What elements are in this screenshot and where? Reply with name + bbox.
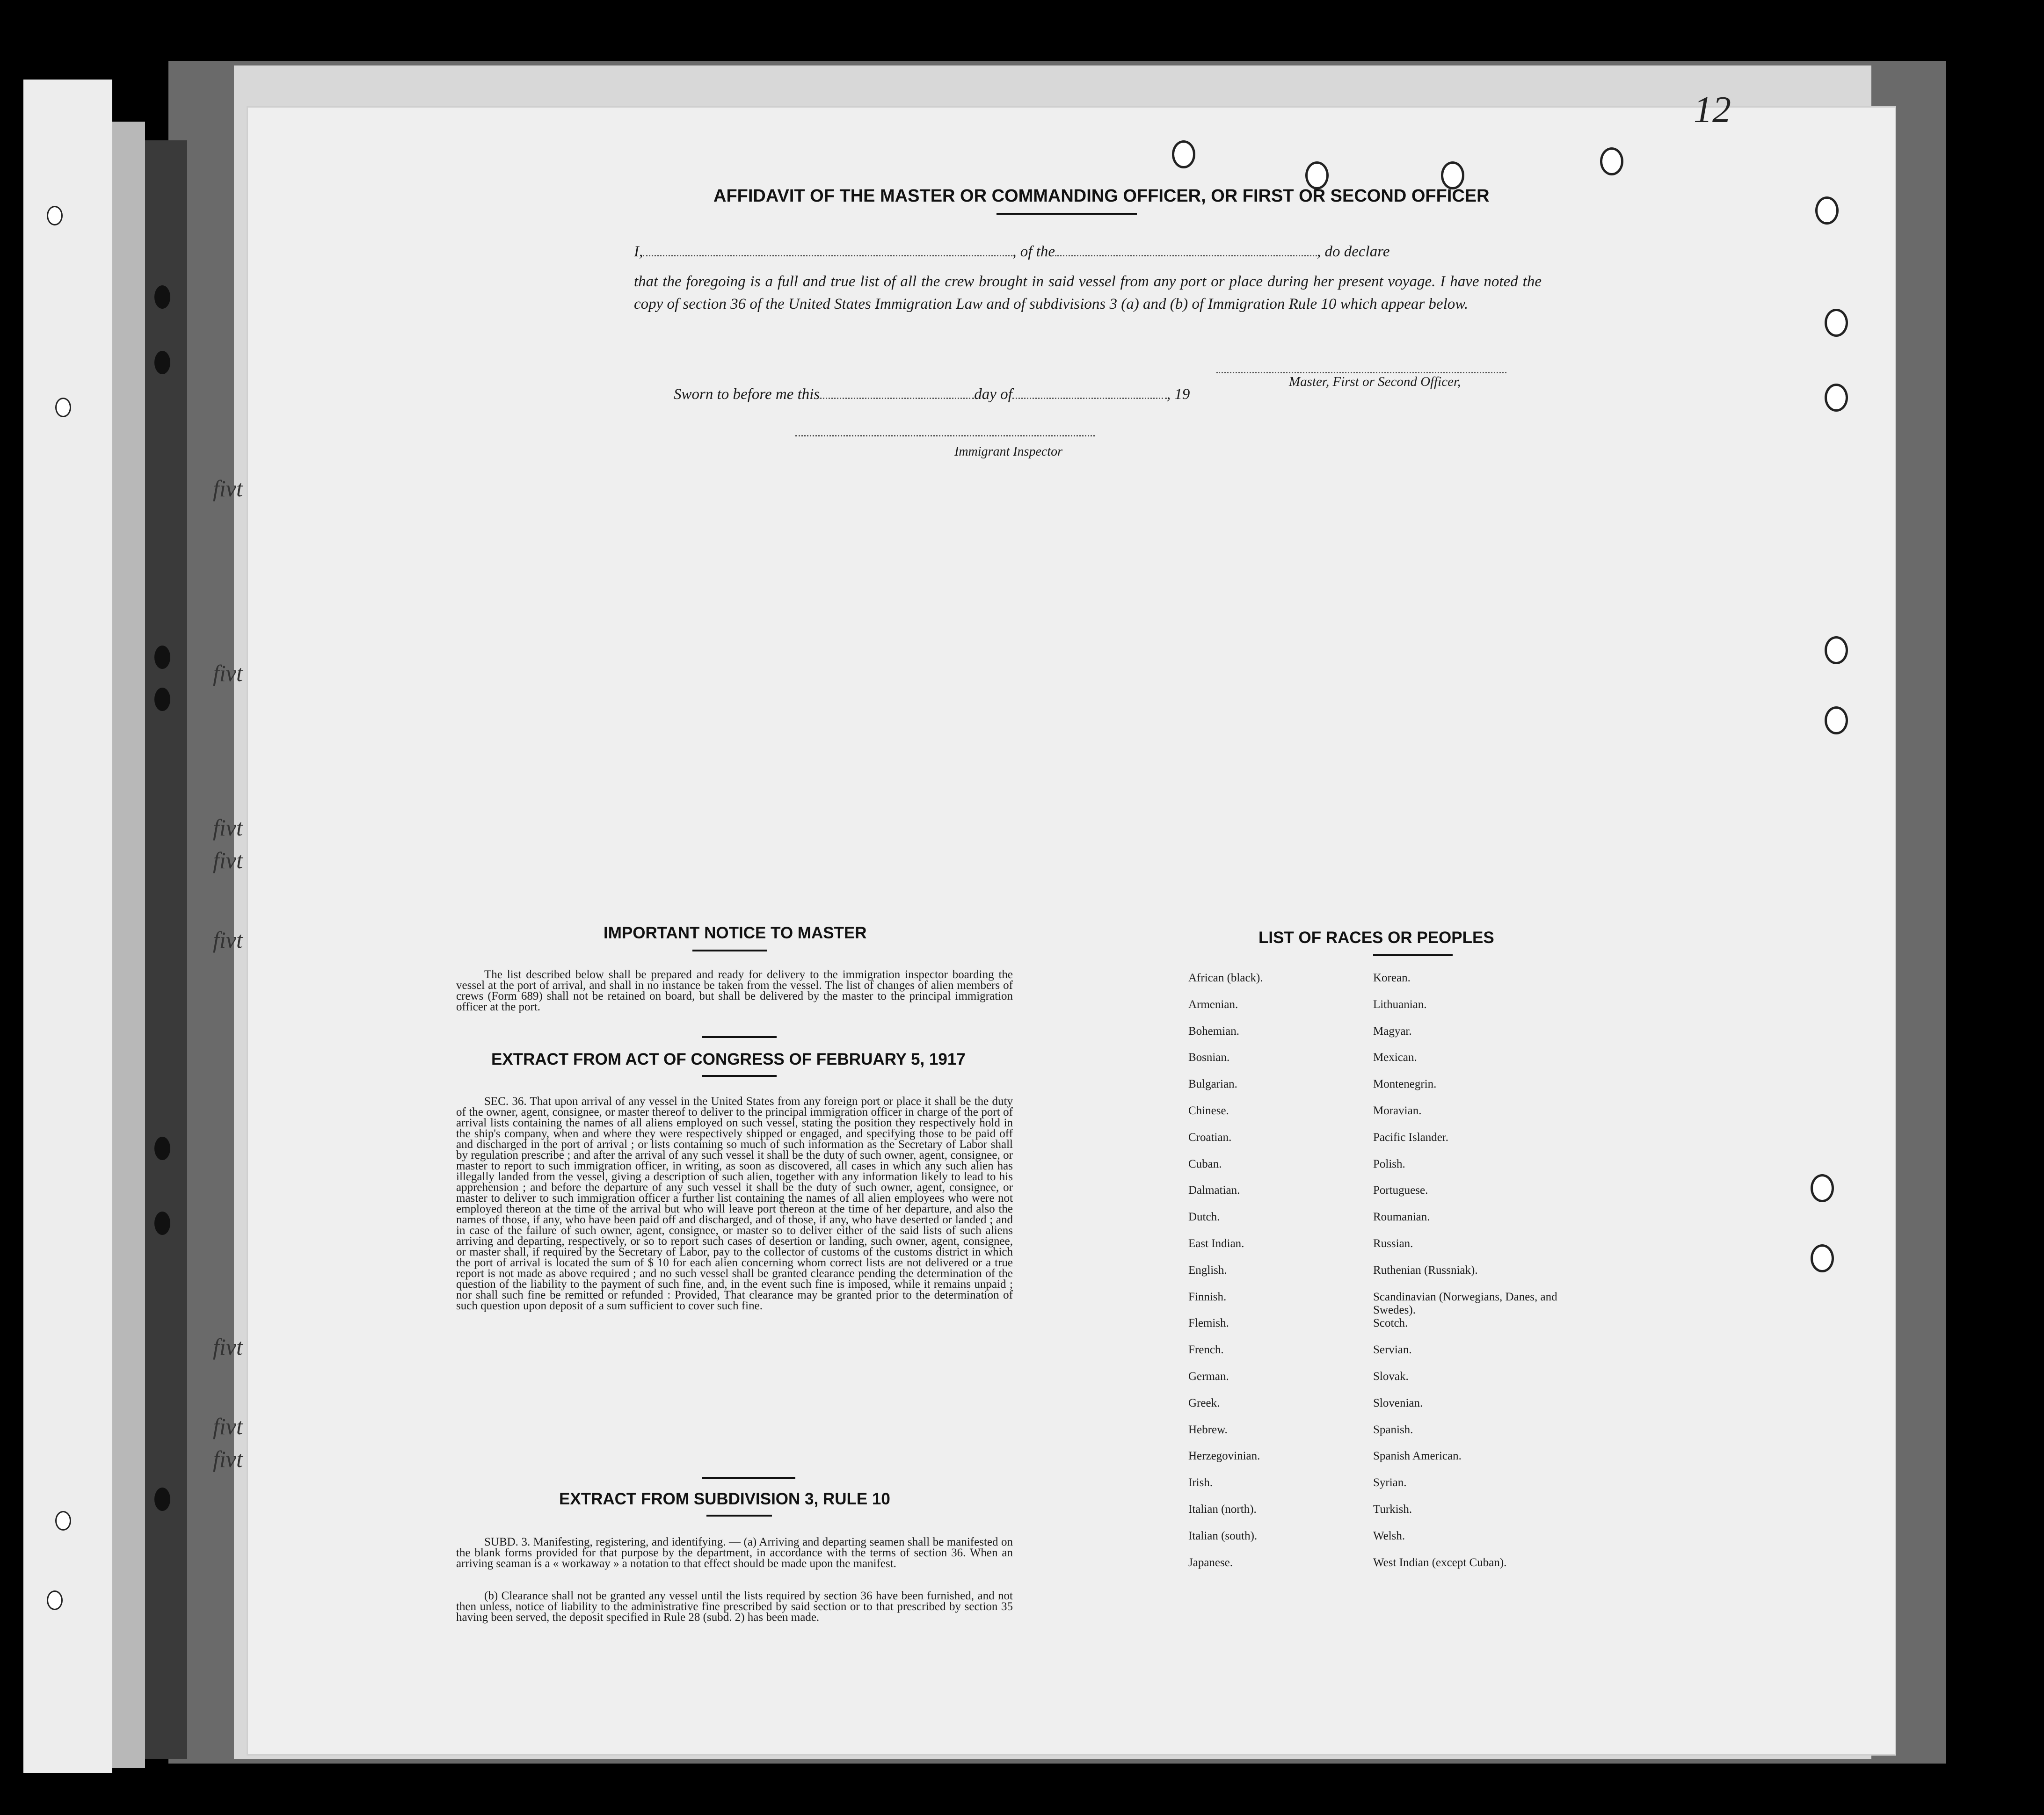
race-item: Herzegovinian. <box>1188 1450 1260 1463</box>
race-item: Japanese. <box>1188 1556 1233 1569</box>
race-item: Slovenian. <box>1373 1396 1423 1409</box>
binding-hole <box>154 1212 170 1235</box>
section-rule <box>702 1477 795 1479</box>
race-item: Mexican. <box>1373 1051 1417 1064</box>
punch-hole <box>47 206 63 225</box>
binding-hole <box>154 646 170 669</box>
race-item: Servian. <box>1373 1343 1412 1357</box>
inspector-label: Immigrant Inspector <box>954 444 1062 459</box>
binding-edge <box>145 140 187 1759</box>
vessel-field[interactable] <box>1055 255 1317 256</box>
race-item: Flemish. <box>1188 1317 1229 1330</box>
subdivision-b-text: (b) Clearance shall not be granted any vessel until the lists required by section 36 have been furnished, and not then unless, notice of liability to the administrative fine prescribed by said section or to that prescribed by section 35 having been served, the deposit specified in Rule 28 (subd. 2) has been made. <box>456 1590 1013 1624</box>
section-36-text: SEC. 36. That upon arrival of any vessel in the United States from any foreign port or place it shall be the duty of the owner, agent, consignee, or master thereof to deliver to the principal immigration officer in charge of the port of arrival lists containing the names of all aliens employed on such vessel, stating the position they respectively hold in the ship's company, when and where they were respectively shipped or engaged, and specifying those to be paid off and discharged in the port of arrival ; or lists containing so much of such information as the Secretary of Labor shall by regulation prescribe ; and after the arrival of any such vessel it shall be the duty of such owner, agent, consignee, or master to report to such immigration officer, in writing, as soon as discovered, all cases in which any such alien has illegally landed from the vessel, giving a description of such alien, together with any information likely to lead to his apprehension ; and before the departure of any such vessel it shall be the duty of such owner, agent, consignee, or master to deliver to such immigration officer a further list containing the names of all alien employees who were not employed thereon at the time of the arrival but who will leave port thereon at the time of her departure, and also the names of those, if any, who have been paid off and discharged, and of those, if any, who have deserted or landed ; and in case of the failure of such owner, agent, consignee, or master so to deliver either of the said lists of such aliens arriving and departing, respectively, or so to report such cases of desertion or landing, such owner, agent, consignee, or master shall, if required by the Secretary of Labor, pay to the collector of customs of the customs district in which the port of arrival is located the sum of $ 10 for each alien concerning whom correct lists are not delivered or a true report is not made as above required ; and no such vessel shall be granted clearance pending the determination of the question of the liability to the payment of such fine, and, in the event such fine is imposed, while it remains unpaid ; nor shall such fine be remitted or refunded : Provided, That clearance may be granted prior to the determination of such question upon deposit of a sum sufficient to cover such fine. <box>456 1095 1013 1312</box>
race-item: Spanish. <box>1373 1423 1413 1436</box>
race-item: Bulgarian. <box>1188 1078 1237 1091</box>
race-item: Chinese. <box>1188 1104 1229 1117</box>
punch-ring <box>1600 147 1623 175</box>
race-item: Russian. <box>1373 1237 1413 1250</box>
notice-title: IMPORTANT NOTICE TO MASTER <box>604 924 867 942</box>
race-item: Scandinavian (Norwegians, Danes, and Swedes). <box>1373 1290 1557 1316</box>
race-item: English. <box>1188 1263 1227 1277</box>
master-label: Master, First or Second Officer, <box>1289 374 1461 389</box>
race-item: Hebrew. <box>1188 1423 1228 1436</box>
race-item: Portuguese. <box>1373 1184 1428 1197</box>
page-number: 12 <box>1694 89 1731 131</box>
race-item: Polish. <box>1373 1157 1405 1170</box>
punch-ring <box>1825 309 1848 337</box>
binding-hole <box>154 688 170 711</box>
margin-mark: fivt <box>213 927 243 953</box>
race-item: Finnish. <box>1188 1290 1227 1303</box>
punch-ring <box>1825 636 1848 664</box>
race-item: Bohemian. <box>1188 1024 1240 1038</box>
races-column-2 <box>1373 972 1570 1583</box>
affidavit-sheet <box>248 108 1895 1754</box>
races-column-1 <box>1188 972 1329 1583</box>
binding-hole <box>154 1488 170 1511</box>
declaration-of-the: , of the <box>1012 243 1055 260</box>
race-item: Bosnian. <box>1188 1051 1230 1064</box>
affidavit-title: AFFIDAVIT OF THE MASTER OR COMMANDING OFFICER, OR FIRST OR SECOND OFFICER <box>713 186 1490 206</box>
extract-rule-title-rule <box>706 1515 772 1517</box>
master-signature-field[interactable] <box>1216 372 1506 373</box>
races-title-rule <box>1373 954 1453 956</box>
punch-ring <box>1172 140 1195 168</box>
margin-mark: fivt <box>213 475 243 501</box>
race-item: Dutch. <box>1188 1211 1220 1224</box>
year-text: , 19 <box>1166 386 1190 403</box>
section-rule <box>702 1036 777 1038</box>
extract-act-title: EXTRACT FROM ACT OF CONGRESS OF FEBRUARY 5, 1917 <box>491 1050 966 1068</box>
race-item: Slovak. <box>1373 1370 1409 1383</box>
race-item: Pacific Islander. <box>1373 1131 1449 1144</box>
race-item: Croatian. <box>1188 1131 1232 1144</box>
day-of-text: day of <box>974 386 1012 403</box>
notice-body: The list described below shall be prepared and ready for delivery to the immigration inspector boarding the vessel at the port of arrival, and shall in no instance be taken from the vessel. The list of changes of alien members of crews (Form 689) shall not be retained on board, but shall be delivered by the master to the principal immigration officer at the port. <box>456 968 1013 1013</box>
race-item: Irish. <box>1188 1476 1213 1489</box>
race-item: Italian (north). <box>1188 1503 1257 1516</box>
race-item: East Indian. <box>1188 1237 1244 1250</box>
race-item: Spanish American. <box>1373 1450 1462 1463</box>
binding-hole <box>154 285 170 309</box>
binding-hole <box>154 1137 170 1160</box>
declaration-i: I, <box>634 243 643 260</box>
margin-mark: fivt <box>213 1334 243 1360</box>
race-item: West Indian (except Cuban). <box>1373 1556 1507 1569</box>
race-item: Italian (south). <box>1188 1529 1258 1542</box>
margin-mark: fivt <box>213 1413 243 1439</box>
punch-hole <box>47 1590 63 1610</box>
race-item: Montenegrin. <box>1373 1078 1437 1091</box>
sworn-month-field[interactable] <box>1012 398 1167 399</box>
punch-ring <box>1305 161 1329 189</box>
left-page-edge <box>112 122 145 1768</box>
race-item: African (black). <box>1188 972 1263 984</box>
sworn-line <box>674 386 1190 403</box>
punch-hole <box>55 1511 71 1531</box>
race-item: Ruthenian (Russniak). <box>1373 1263 1478 1277</box>
race-item: Roumanian. <box>1373 1211 1430 1224</box>
margin-mark: fivt <box>213 1446 243 1472</box>
affidavit-title-rule <box>997 213 1137 215</box>
races-title: LIST OF RACES OR PEOPLES <box>1258 929 1494 947</box>
subdivision-a-text: SUBD. 3. Manifesting, registering, and identifying. — (a) Arriving and departing seamen shall be manifested on the blank forms provided for that purpose by the department, in accordance with the terms of section 36. When an arriving seaman is a « workaway » a notation to that effect should be made upon the manifest. <box>456 1536 1013 1570</box>
race-item: Scotch. <box>1373 1317 1408 1330</box>
sworn-day-field[interactable] <box>820 398 974 399</box>
punch-ring <box>1825 384 1848 412</box>
margin-mark: fivt <box>213 660 243 686</box>
margin-mark: fivt <box>213 814 243 841</box>
race-item: Lithuanian. <box>1373 998 1427 1011</box>
race-item: Turkish. <box>1373 1503 1412 1516</box>
declaration-line <box>634 243 1542 261</box>
extract-act-title-rule <box>702 1075 777 1077</box>
inspector-signature-field[interactable] <box>795 435 1095 436</box>
punch-ring <box>1811 1174 1834 1202</box>
extract-rule-title: EXTRACT FROM SUBDIVISION 3, RULE 10 <box>559 1490 890 1508</box>
notice-title-rule <box>692 950 767 951</box>
punch-ring <box>1441 161 1464 189</box>
race-item: Welsh. <box>1373 1529 1405 1542</box>
race-item: Dalmatian. <box>1188 1184 1240 1197</box>
race-item: Magyar. <box>1373 1024 1412 1038</box>
punch-hole <box>55 398 71 417</box>
punch-ring <box>1811 1244 1834 1272</box>
sworn-text: Sworn to before me this <box>674 386 820 403</box>
declaration-declare: , do declare <box>1317 243 1390 260</box>
name-field[interactable] <box>643 255 1012 256</box>
race-item: Armenian. <box>1188 998 1238 1011</box>
race-item: Korean. <box>1373 972 1411 984</box>
margin-mark: fivt <box>213 847 243 873</box>
race-item: Greek. <box>1188 1396 1220 1409</box>
declaration-body: that the foregoing is a full and true list of all the crew brought in said vessel from any port or place during her present voyage. I have noted the copy of section 36 of the United States Immigration Law and of subdivisions 3 (a) and (b) of Immigration Rule 10 which appear below. <box>634 273 1542 312</box>
race-item: French. <box>1188 1343 1224 1357</box>
race-item: German. <box>1188 1370 1229 1383</box>
punch-ring <box>1825 706 1848 734</box>
race-item: Cuban. <box>1188 1157 1222 1170</box>
punch-ring <box>1815 196 1839 225</box>
race-item: Moravian. <box>1373 1104 1422 1117</box>
race-item: Syrian. <box>1373 1476 1407 1489</box>
binding-hole <box>154 351 170 374</box>
